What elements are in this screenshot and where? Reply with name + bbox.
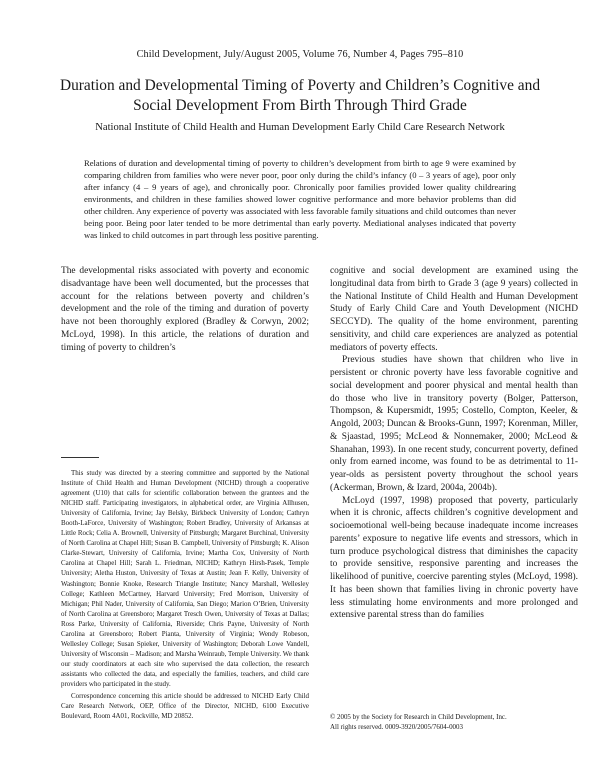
copyright-notice <box>330 712 578 732</box>
article-author: National Institute of Child Health and Human Development Early Child Care Research Network <box>95 122 505 133</box>
body-paragraph-1: cognitive and social development are examined using the longitudinal data from birth to Grade 3 (age 9 years) collected in the National Institute of Child Health and Human Development Study of Early Child Care and Youth Development (NICHD SECCYD). The quality of the home environment, parenting sensitivity, and child care experiences are analyzed as potential mediators of poverty effects. <box>330 266 578 353</box>
right-column <box>330 265 578 622</box>
body-paragraph-2: Previous studies have shown that children who live in persistent or chronic poverty have less favorable cognitive and social development and poorer physical and mental health than do those who live in transitory poverty (Bolger, Patterson, Thompson, & Kupersmidt, 1995; Costello, Compton, Keeler, & Angold, 2003; Duncan & Brooks-Gunn, 1997; Korenman, Miller, & Sjaastad, 1995; McLeod & Nonnemaker, 2000; McLeod & Shanahan, 1993). In one recent study, concurrent poverty, defined only from earned income, was found to be as detrimental to 11-year-olds as persistent poverty throughout the school years (Ackerman, Brown, & Izard, 2004a, 2004b). <box>330 355 578 493</box>
footnote <box>61 468 309 721</box>
rights-line: All rights reserved. 0009-3920/2005/7604-0003 <box>330 723 463 731</box>
footnote-divider <box>61 457 99 458</box>
left-column <box>61 265 309 354</box>
journal-header: Child Development, July/August 2005, Volume 76, Number 4, Pages 795–810 <box>136 49 464 60</box>
body-paragraph-3: McLoyd (1997, 1998) proposed that poverty, particularly when it is chronic, affects children’s cognitive development and socioemotional well-being because inadequate income increases parents’ exposure to negative life events and stressors, which in turn produce psychological distress that diminishes the capacity to provide sensitive, responsive parenting and increases the likelihood of punitive, coercive parenting styles (McLoyd, 1998). It has been shown that families living in chronic poverty have less stimulating home environments and more prolonged and extensive parental stress than do families <box>330 495 578 621</box>
article-title: Duration and Developmental Timing of Poverty and Children’s Cognitive and Social Development From Birth Through Third Grade <box>59 77 541 114</box>
intro-paragraph: The developmental risks associated with poverty and economic disadvantage have been well documented, but the processes that account for the relations between poverty and children’s development and the role of the timing and duration of poverty have not been thoroughly explored (Bradley & Corwyn, 2002; McLoyd, 1998). In this article, the relations of duration and timing of poverty to children’s <box>61 266 309 353</box>
footnote-correspondence: Correspondence concerning this article should be addressed to NICHD Early Child Care Research Network, OEP, Office of the Director, NICHD, 6100 Executive Boulevard, Room 4A01, Rockville, MD 20852. <box>61 692 309 721</box>
abstract: Relations of duration and developmental timing of poverty to children’s development from birth to age 9 were examined by comparing children from families who were never poor, poor only during the child’s infancy (0 – 3 years of age), poor only after infancy (4 – 9 years of age), and chronically poor. Chronically poor families provided lower quality childrearing environments, and children in these families showed lower cognitive performance and more behavior problems than did other children. Any experience of poverty was associated with less favorable family situations and child outcomes than never being poor. Being poor later tended to be more detrimental than early poverty. Mediational analyses indicated that poverty was linked to child outcomes in part through less positive parenting. <box>84 158 516 241</box>
footnote-acknowledgment: This study was directed by a steering committee and supported by the National Institute of Child Health and Human Development (NICHD) through a cooperative agreement (U10) that calls for scientific collaboration between the grantees and the NICHD staff. Participating investigators, in alphabetical order, are Virginia Allhusen, University of California, Irvine; Jay Belsky, Birkbeck University of London; Cathryn Booth-LaForce, University of Washington; Robert Bradley, University of Arkansas at Little Rock; Celia A. Brownell, University of Pittsburgh; Margaret Burchinal, University of North Carolina at Chapel Hill; Susan B. Campbell, University of Pittsburgh; K. Alison Clarke-Stewart, University of California, Irvine; Martha Cox, University of North Carolina at Chapel Hill; Sarah L. Friedman, NICHD; Kathryn Hirsh-Pasek, Temple University; Aletha Huston, University of Texas at Austin; Jean F. Kelly, University of Washington; Bonnie Knoke, Research Triangle Institute; Nancy Marshall, Wellesley College; Kathleen McCartney, Harvard University; Fred Morrison, University of Michigan; Phil Nader, University of California, San Diego; Marion O’Brien, University of North Carolina at Greensboro; Margaret Tresch Owen, University of Texas at Dallas; Ross Parke, University of California, Riverside; Chris Payne, University of North Carolina at Greensboro; Robert Pianta, University of Virginia; Wendy Robeson, Wellesley College; Susan Spieker, University of Washington; Deborah Lowe Vandell, University of Wisconsin – Madison; and Marsha Weinraub, Temple University. We thank our study coordinators at each site who supervised the data collection, the research assistants who collected the data, and especially the families, teachers, and child care providers who participated in the study. <box>61 469 309 688</box>
copyright-line: © 2005 by the Society for Research in Child Development, Inc. <box>330 713 507 721</box>
